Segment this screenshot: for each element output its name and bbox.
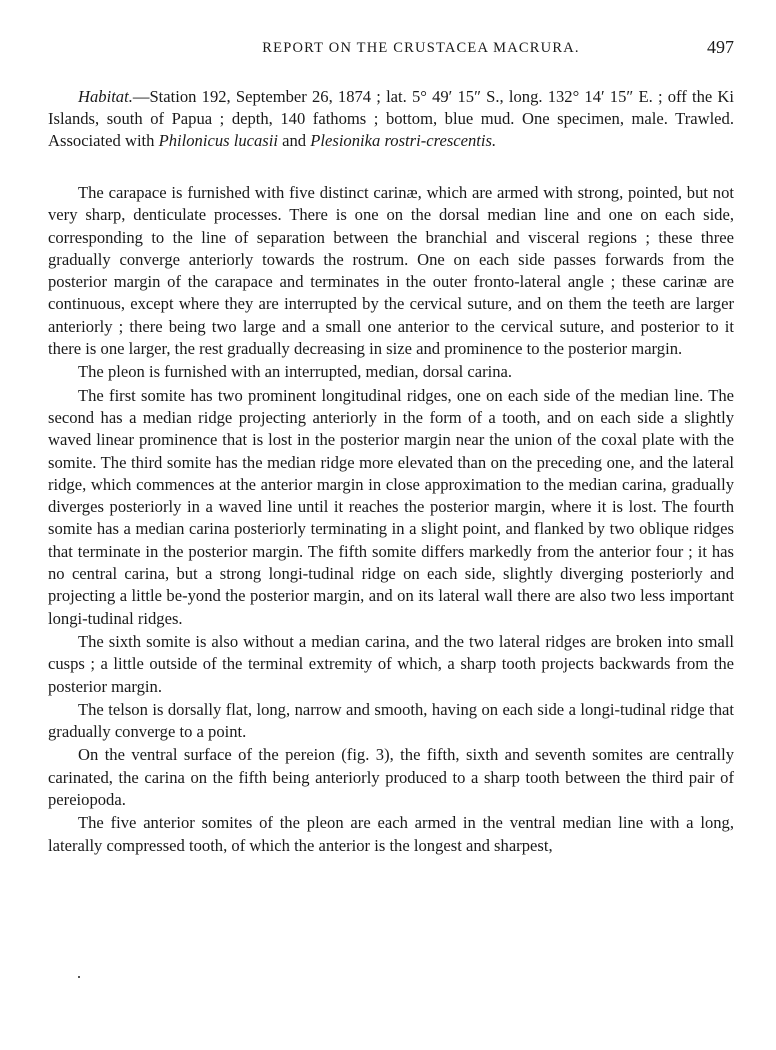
running-head	[48, 37, 734, 66]
habitat-paragraph	[48, 86, 734, 152]
paragraph-ventral-pereion: On the ventral surface of the pereion (fig. 3), the fifth, sixth and seventh somites are centrally carinated, the carina on the fifth being anteriorly produced to a sharp tooth between the third pair of pereiopoda.	[48, 745, 734, 810]
description-body	[48, 182, 734, 857]
habitat-text-1: —Station 192, September 26, 1874 ; lat. 5° 49′ 15″ S., long. 132° 14′ 15″ E. ; off the Ki Islands, south of Papua ; depth, 140 fathoms ; bottom, blue mud. One specimen, male. Trawled. Associated with	[48, 87, 734, 150]
habitat-text-2: and	[277, 131, 311, 150]
paragraph-ventral-pleon: The five anterior somites of the pleon are each armed in the ventral median line with a long, laterally compressed tooth, of which the anterior is the longest and sharpest,	[48, 813, 734, 855]
paragraph-carapace: The carapace is furnished with five distinct carinæ, which are armed with strong, pointed, but not very sharp, denticulate processes. There is one on the dorsal median line and one on each side, corresponding to the line of separation between the branchial and visceral regions ; these three gradually converge anteriorly towards the rostrum. One on each side passes forwards from the posterior margin of the carapace and terminates in the outer fronto-lateral angle ; these carinæ are continuous, except where they are interrupted by the cervical suture, and on them the teeth are larger anteriorly ; there being two large and a small one anterior to the cervical suture, and posterior to it there is one larger, the rest gradually decreasing in size and prominence to the posterior margin.	[48, 183, 734, 359]
paragraph-sixth-somite: The sixth somite is also without a median carina, and the two lateral ridges are broken into small cusps ; a little outside of the terminal extremity of which, a sharp tooth projects backwards from the posterior margin.	[48, 631, 734, 696]
running-head-title: REPORT ON THE CRUSTACEA MACRURA.	[262, 40, 580, 56]
associated-species-1: Philonicus lucasii	[158, 131, 278, 150]
habitat-label: Habitat.	[78, 87, 133, 106]
page	[48, 37, 734, 857]
page-number: 497	[707, 37, 734, 57]
paragraph-pleon: The pleon is furnished with an interrupted, median, dorsal carina.	[78, 362, 513, 382]
paragraph-first-somites: The first somite has two prominent longitudinal ridges, one on each side of the median line. The second has a median ridge projecting anteriorly in the form of a tooth, and on each side a slightly waved linear prominence that is lost in the posterior margin near the union of the coxal plate with the somite. The third somite has the median ridge more elevated than on the preceding one, and the lateral ridge, which commences at the anterior margin in close approximation to the median carina, gradually diverges posteriorly in a waved line until it reaches the posterior margin, where it is lost. The fourth somite has a median carina posteriorly terminating in a slight point, and flanked by two oblique ridges that terminate in the posterior margin. The fifth somite differs markedly from the anterior four ; it has no central carina, but a strong longi-tudinal ridge on each side, slightly diverging posteriorly and projecting a little be-yond the posterior margin, and on its lateral wall there are also two less important longi-tudinal ridges.	[48, 385, 734, 628]
associated-species-2: Plesionika rostri-crescentis.	[310, 131, 497, 150]
print-speck	[78, 976, 80, 978]
paragraph-telson: The telson is dorsally flat, long, narrow and smooth, having on each side a longi-tudinal ridge that gradually converge to a point.	[48, 699, 734, 742]
